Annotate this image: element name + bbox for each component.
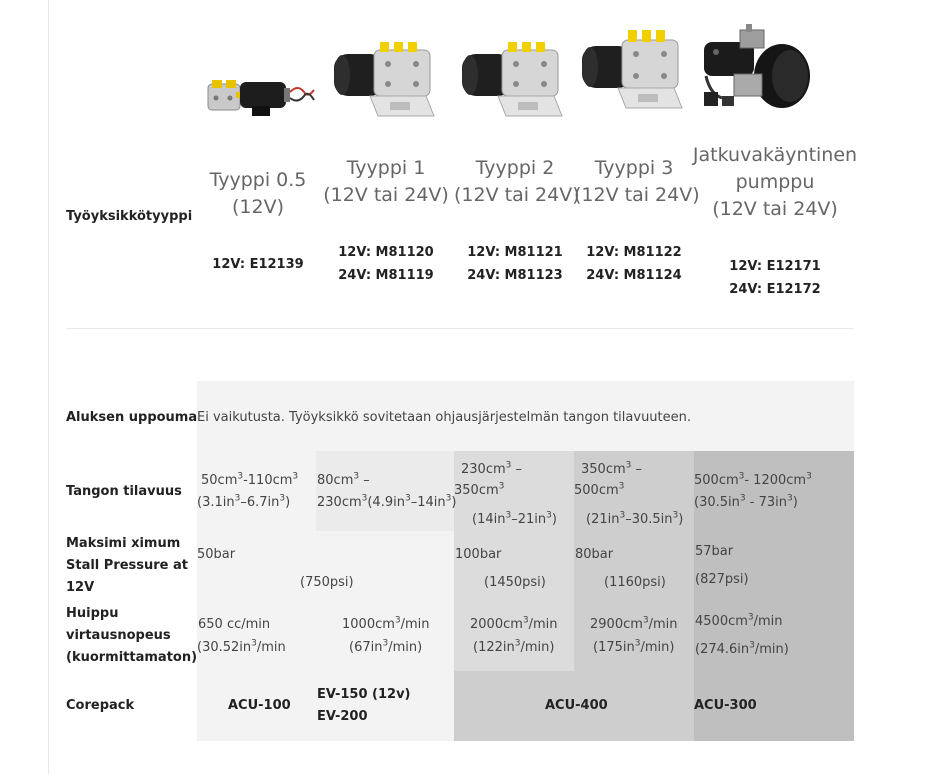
sup: 3: [251, 638, 257, 649]
flow-col5-line2: [695, 639, 789, 661]
ram-col2-line1: [317, 470, 370, 492]
text: –6.7in: [240, 495, 280, 510]
sup: 3: [625, 460, 632, 471]
sup: 3: [749, 640, 755, 651]
product-code: 12V: M81121: [467, 245, 563, 260]
pressure-col12-psi: (750psi): [300, 575, 354, 590]
pressure-col3-psi: (1450psi): [484, 575, 546, 590]
row-label-displacement: Aluksen uppouma: [66, 410, 198, 425]
text: (30.52in: [197, 640, 252, 655]
text: 4500cm: [695, 614, 748, 629]
product-title-type-3: [574, 155, 700, 209]
text: –: [359, 473, 370, 488]
product-title-line: Tyyppi 1: [346, 157, 426, 179]
text: - 73in: [745, 495, 787, 510]
sup: 3: [546, 510, 552, 521]
sup: 3: [806, 471, 812, 482]
text: –: [631, 462, 642, 477]
row-label-line: Stall Pressure at: [66, 558, 189, 573]
ram-col2-line2: [317, 492, 456, 514]
sup: 3: [234, 493, 241, 504]
text: ): [678, 512, 684, 527]
text: 350cm: [454, 483, 499, 498]
sup: 3: [786, 493, 793, 504]
product-title-type-2: [454, 155, 580, 209]
product-code: 12V: E12171: [729, 259, 821, 274]
text: 500cm: [574, 483, 619, 498]
product-code: 24V: M81124: [586, 268, 682, 283]
sup: 3: [514, 638, 521, 649]
text: /min: [753, 614, 783, 629]
product-title-line: pumppu: [735, 171, 815, 193]
sup: 3: [404, 493, 411, 504]
product-title-type-0-5: [198, 167, 318, 221]
flow-col5-line1: [695, 611, 783, 633]
product-codes-continuous: [692, 255, 858, 301]
flow-col1-line2: [197, 637, 286, 659]
pump-type-3-image: [578, 26, 690, 110]
text: (4.9in: [367, 495, 405, 510]
corepack-col2-line1: EV-150 (12v): [317, 687, 411, 702]
product-title-line: Tyyppi 3: [594, 157, 674, 179]
pump-type-1-image: [330, 36, 442, 118]
product-code: 24V: M81123: [467, 268, 563, 283]
corepack-col34: ACU-400: [545, 698, 608, 713]
row-label-line: virtausnopeus: [66, 628, 171, 643]
pressure-col4-bar: 80bar: [575, 547, 614, 562]
sup: 3: [522, 615, 529, 626]
text: 2000cm: [470, 617, 523, 632]
ram-col4-line3: [586, 509, 683, 531]
flow-col2-line2: [349, 637, 422, 659]
product-codes-type-0-5: [198, 253, 318, 276]
corepack-col2-line2: EV-200: [317, 709, 368, 724]
text: (175in: [593, 640, 635, 655]
row-label-unit-type: Työyksikkötyyppi: [66, 209, 193, 224]
pressure-col4-psi: (1160psi): [604, 575, 666, 590]
product-codes-type-1: [318, 241, 454, 287]
sup: 3: [618, 481, 625, 492]
row-label-ram-volume: Tangon tilavuus: [66, 484, 182, 499]
flow-col4-line2: [593, 637, 674, 659]
flow-col3-line2: [473, 637, 554, 659]
row-label-corepack: Corepack: [66, 698, 135, 713]
text: /min: [528, 617, 558, 632]
ram-col3-line3: [472, 509, 557, 531]
text: /min): [520, 640, 555, 655]
row-label-line: (kuormittamaton): [66, 650, 198, 665]
text: ): [451, 495, 457, 510]
text: –: [511, 462, 522, 477]
sup: 3: [445, 493, 452, 504]
text: ): [551, 512, 557, 527]
ram-col4-line2: [574, 480, 624, 502]
page-left-border: [48, 0, 49, 774]
text: 50cm: [201, 473, 238, 488]
ram-col3-line1: [461, 459, 522, 481]
text: /min: [648, 617, 678, 632]
text: (21in: [586, 512, 620, 527]
product-title-line: (12V tai 24V): [574, 184, 700, 206]
section-divider: [66, 328, 854, 329]
pump-type-0-5-image: [200, 66, 316, 122]
sup: 3: [279, 493, 286, 504]
text: 2900cm: [590, 617, 643, 632]
corepack-col5: ACU-300: [694, 698, 757, 713]
flow-col2-line1: [342, 614, 430, 636]
product-code: 24V: E12172: [729, 282, 821, 297]
text: (67in: [349, 640, 383, 655]
text: –30.5in: [625, 512, 673, 527]
displacement-value: Ei vaikutusta. Työyksikkö sovitetaan ohjausjärjestelmän tangon tilavuuteen.: [197, 410, 692, 425]
product-title-type-1: [318, 155, 454, 209]
ram-col1-line2: [197, 492, 290, 514]
pump-type-2-image: [458, 36, 570, 118]
product-codes-type-3: [574, 241, 694, 287]
sup: 3: [619, 510, 626, 521]
product-code: 12V: E12139: [212, 257, 304, 272]
text: (122in: [473, 640, 515, 655]
corepack-col1: ACU-100: [228, 698, 291, 713]
text: 1000cm: [342, 617, 395, 632]
ram-col5-line1: [694, 470, 812, 492]
text: /min: [256, 640, 286, 655]
sup: 3: [738, 471, 745, 482]
product-title-line: Tyyppi 2: [475, 157, 555, 179]
ram-col3-line2: [454, 480, 504, 502]
sup: 3: [292, 471, 299, 482]
product-title-line: Tyyppi 0.5: [209, 169, 307, 191]
pressure-col1-bar: 50bar: [197, 547, 236, 562]
text: -110cm: [243, 473, 293, 488]
text: /min): [388, 640, 423, 655]
ram-col4-line1: [581, 459, 642, 481]
flow-col1-line1: 650 cc/min: [198, 617, 271, 632]
flow-col4-line1: [590, 614, 678, 636]
sup: 3: [237, 471, 244, 482]
product-code: 12V: M81122: [586, 245, 682, 260]
sup: 3: [739, 493, 746, 504]
text: ): [792, 495, 798, 510]
text: –14in: [410, 495, 446, 510]
text: 80cm: [317, 473, 354, 488]
sup: 3: [505, 460, 512, 471]
text: 350cm: [581, 462, 626, 477]
text: /min): [754, 642, 789, 657]
pressure-col5-psi: (827psi): [695, 572, 749, 587]
sup: 3: [505, 510, 512, 521]
product-title-line: (12V): [232, 196, 284, 218]
ram-col5-line2: [694, 492, 798, 514]
row-label-peak-flow: [66, 603, 197, 669]
text: (30.5in: [694, 495, 740, 510]
sup: 3: [361, 493, 368, 504]
text: /min: [400, 617, 430, 632]
row-label-line: 12V: [66, 580, 95, 595]
text: ): [285, 495, 291, 510]
sup: 3: [353, 471, 360, 482]
product-title-line: Jatkuvakäyntinen: [692, 144, 858, 166]
row-label-line: Huippu: [66, 606, 119, 621]
pressure-col5-bar: 57bar: [695, 544, 734, 559]
text: 230cm: [317, 495, 362, 510]
text: (14in: [472, 512, 506, 527]
continuous-pump-image: [696, 22, 814, 114]
text: 500cm: [694, 473, 739, 488]
sup: 3: [747, 612, 754, 623]
row-label-line: Maksimi ximum: [66, 536, 181, 551]
product-code: 24V: M81119: [338, 268, 434, 283]
sup: 3: [394, 615, 401, 626]
text: (3.1in: [197, 495, 235, 510]
text: 230cm: [461, 462, 506, 477]
pressure-col3-bar: 100bar: [455, 547, 502, 562]
text: (274.6in: [695, 642, 750, 657]
product-title-continuous: [692, 142, 858, 223]
ram-col1-line1: [201, 470, 298, 492]
text: /min): [640, 640, 675, 655]
product-title-line: (12V tai 24V): [323, 184, 449, 206]
product-title-line: (12V tai 24V): [454, 184, 580, 206]
product-codes-type-2: [454, 241, 576, 287]
text: - 1200cm: [744, 473, 807, 488]
flow-col3-line1: [470, 614, 558, 636]
text: –21in: [511, 512, 547, 527]
product-title-line: (12V tai 24V): [712, 198, 838, 220]
sup: 3: [382, 638, 389, 649]
row-label-stall-pressure: [66, 533, 188, 599]
sup: 3: [672, 510, 679, 521]
sup: 3: [498, 481, 505, 492]
sup: 3: [642, 615, 649, 626]
sup: 3: [634, 638, 641, 649]
product-code: 12V: M81120: [338, 245, 434, 260]
